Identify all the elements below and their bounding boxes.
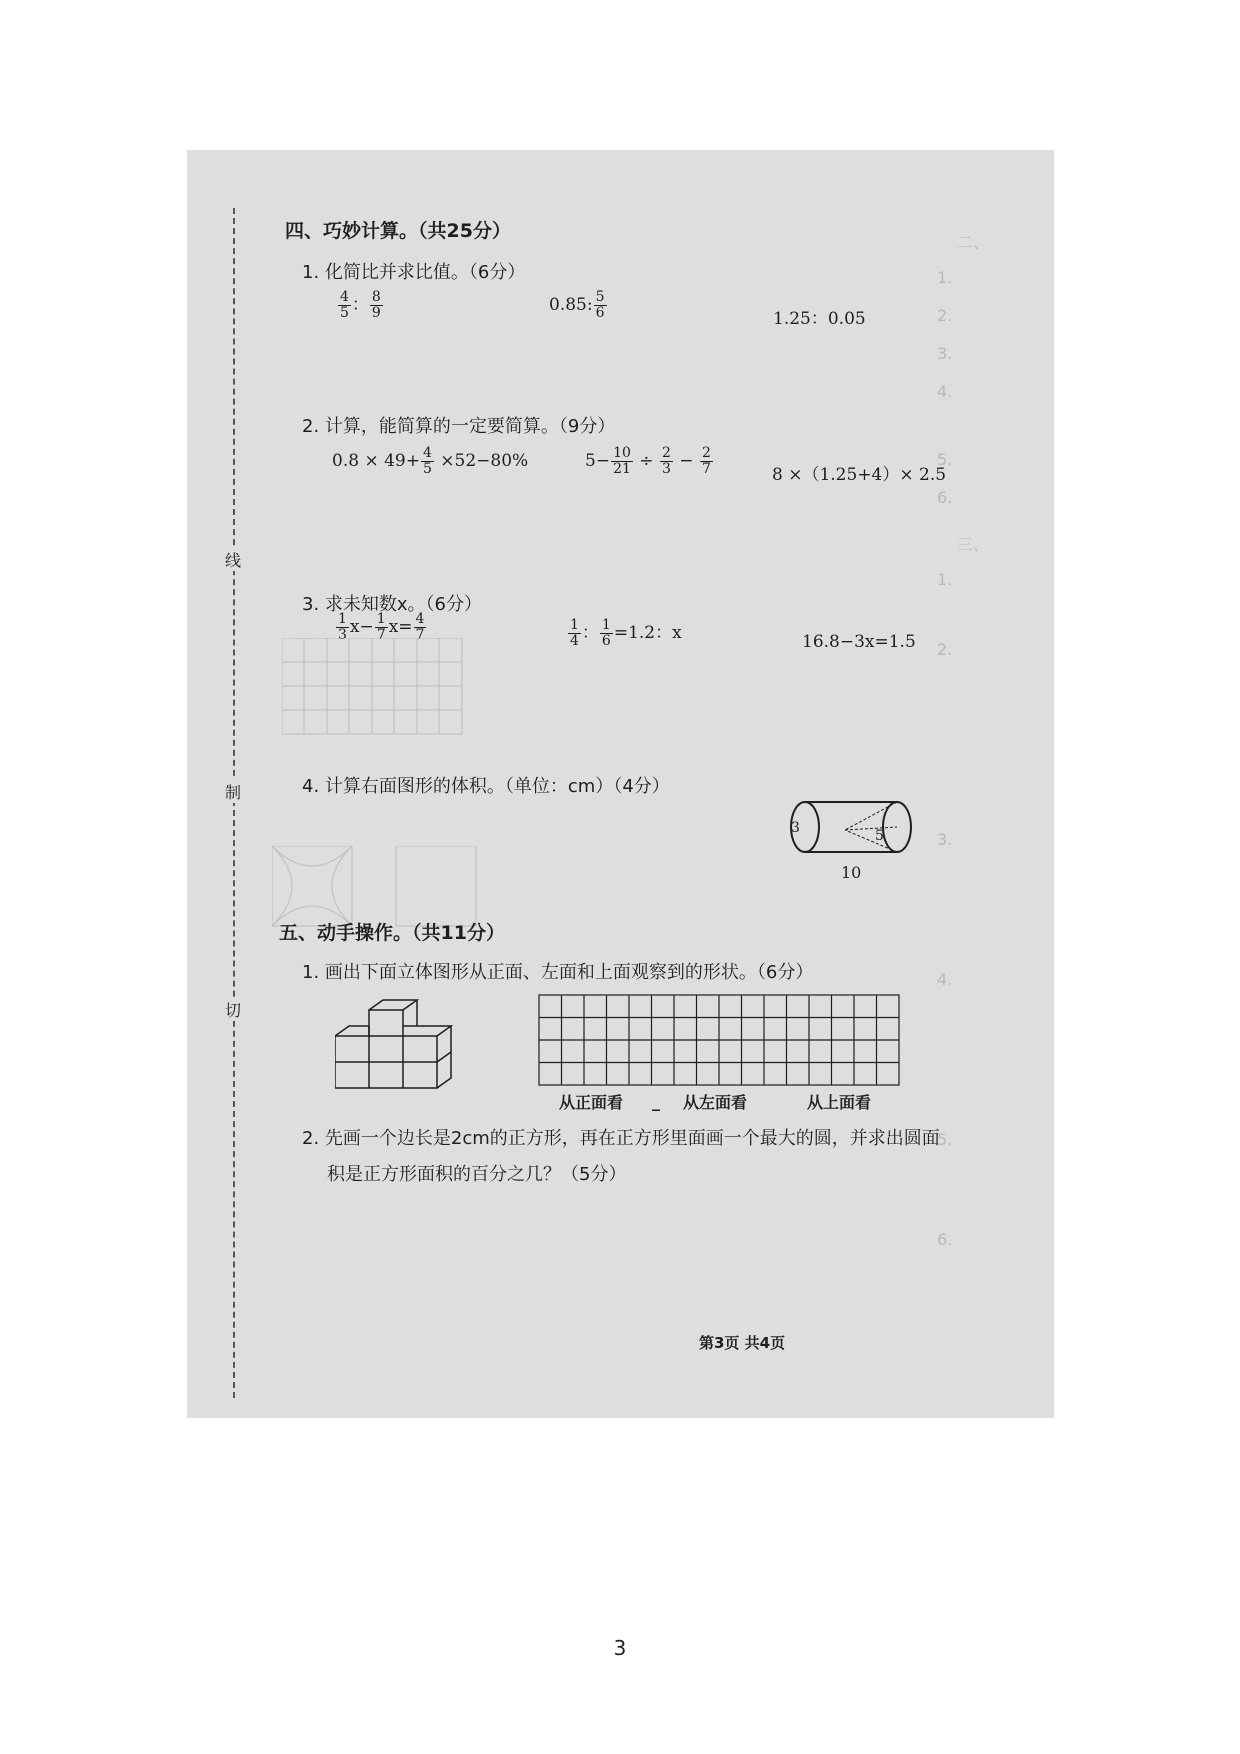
view-label-left: 从左面看 [683,1093,748,1112]
bleed-text-11: 3. [937,830,953,849]
q5-1-label: 1. 画出下面立体图形从正面、左面和上面观察到的形状。（6分） [302,962,814,983]
fraction: $\frac{10}{21}$ [613,445,631,477]
q4-3-label: 3. 求未知数x。（6分） [302,594,482,615]
fraction: $\frac{2}{3}$ [661,445,671,477]
margin-dashed-line [233,208,235,1398]
bleed-text-14: 6. [937,1230,953,1249]
q4-2-expr-2: 5− $\frac{10}{21}$ ÷ $\frac{2}{3}$ − $\frac{2}{7}$ [585,445,711,477]
cylinder-radius-label: 5 [875,828,884,844]
fraction: $\frac{1}{6}$ [601,617,611,649]
view-label-top: 从上面看 [807,1093,872,1112]
bleed-text-2: 1. [937,268,953,287]
bleed-text-12: 4. [937,970,953,989]
view-separator: _ [652,1092,660,1111]
fraction: $\frac{2}{7}$ [701,445,711,477]
q4-3-expr-2: $\frac{1}{4}$ ： $\frac{1}{6}$ =1.2：x [570,617,682,649]
bleed-text-9: 1. [937,570,953,589]
q4-1-expr-1: $\frac{4}{5}$ ： $\frac{8}{9}$ [340,289,381,321]
bleed-text-4: 3. [937,344,953,363]
fraction: $\frac{4}{5}$ [340,289,349,321]
cylinder-length-label: 10 [841,863,862,882]
bleed-grid [282,638,467,738]
q4-1-label: 1. 化简比并求比值。（6分） [302,262,526,283]
section-5-title: 五、动手操作。（共11分） [279,922,505,944]
section-4-title: 四、巧妙计算。（共25分） [285,220,511,242]
q4-2-expr-3: 8 ×（1.25+4）× 2.5 [772,465,947,485]
margin-mark-qie: 切 [225,998,241,1021]
cube-stack-figure [335,998,475,1098]
margin-mark-xian: 线 [225,548,241,571]
fraction: $\frac{4}{7}$ [415,611,425,643]
q5-2-line-2: 积是正方形面积的百分之几？（5分） [327,1164,627,1185]
bleed-text-8: 三、 [957,535,990,554]
bleed-text-10: 2. [937,640,953,659]
page-number: 3 [613,1636,627,1660]
bleed-text-5: 4. [937,382,953,401]
bleed-text-1: 二、 [957,233,990,252]
q5-2-line-1: 2. 先画一个边长是2cm的正方形，再在正方形里面画一个最大的圆，并求出圆面 [302,1128,940,1149]
cylinder-figure [783,790,923,882]
q4-3-expr-3: 16.8−3x=1.5 [802,632,916,652]
q4-1-expr-2: 0.85: $\frac{5}{6}$ [549,289,605,321]
fraction: $\frac{4}{5}$ [422,445,432,477]
fraction: $\frac{1}{4}$ [570,617,579,649]
page-footer-label: 第3页 共4页 [699,1334,786,1352]
cylinder-height-label: 3 [791,820,800,836]
margin-mark-zhi: 制 [225,780,241,803]
bleed-text-3: 2. [937,306,953,325]
bleed-text-13: 5. [937,1130,953,1149]
bleed-text-6: 5. [937,450,953,469]
fraction: $\frac{5}{6}$ [595,289,605,321]
fraction: $\frac{8}{9}$ [371,289,381,321]
drawing-grid[interactable] [538,994,904,1086]
fraction: $\frac{1}{3}$ [338,611,347,643]
fraction: $\frac{1}{7}$ [376,611,386,643]
scanned-exam-page [187,150,1054,1418]
q4-2-label: 2. 计算，能简算的一定要简算。（9分） [302,416,616,437]
view-label-front: 从正面看 [559,1093,624,1112]
bleed-text-7: 6. [937,488,953,507]
q4-1-expr-3: 1.25：0.05 [773,309,866,329]
q4-2-expr-1: 0.8 × 49+ $\frac{4}{5}$ ×52−80% [332,445,529,477]
q4-3-expr-1: $\frac{1}{3}$ x− $\frac{1}{7}$ x= $\frac{4}{7}$ [338,611,425,643]
q4-4-label: 4. 计算右面图形的体积。（单位：cm）（4分） [302,776,670,797]
